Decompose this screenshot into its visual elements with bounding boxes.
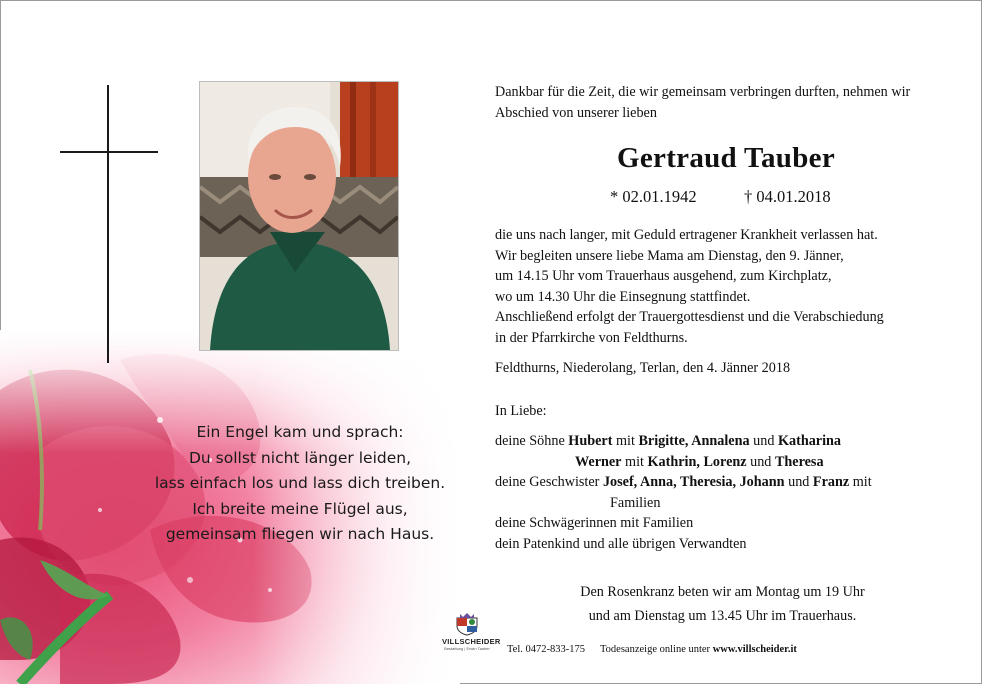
place-and-date: Feldthurns, Niederolang, Terlan, den 4. Jänner 2018 xyxy=(495,360,791,376)
intro-text xyxy=(495,82,965,123)
cross-vertical-bar xyxy=(107,85,109,363)
family-line-godchild: dein Patenkind und alle übrigen Verwandten xyxy=(495,535,747,552)
detail-line: wo um 14.30 Uhr die Einsegnung stattfindet. xyxy=(495,288,751,305)
cross-horizontal-bar xyxy=(60,151,158,153)
poem-line: Ich breite meine Flügel aus, xyxy=(192,499,408,518)
family-line-siblings: deine Geschwister Josef, Anna, Theresia, Johann und Franz mit xyxy=(495,474,872,491)
family-line-familien: Familien xyxy=(610,494,661,511)
poem-line: Du sollst nicht länger leiden, xyxy=(189,448,411,467)
family-line-werner: Werner mit Kathrin, Lorenz und Theresa xyxy=(575,453,824,470)
rosary-line: Den Rosenkranz beten wir am Montag um 19 Uhr xyxy=(580,584,865,600)
rosary-line: und am Dienstag um 13.45 Uhr im Trauerhaus. xyxy=(588,608,857,624)
deceased-name: Gertraud Tauber xyxy=(617,142,835,174)
poem-line: Ein Engel kam und sprach: xyxy=(196,423,404,441)
family-line-sisters-in-law: deine Schwägerinnen mit Familien xyxy=(495,515,694,532)
detail-line: Wir begleiten unsere liebe Mama am Dienstag, den 9. Jänner, xyxy=(495,247,844,264)
birth-date: * 02.01.1942 xyxy=(610,187,697,206)
latin-cross-icon xyxy=(60,85,158,363)
logo-name: VILLSCHEIDER xyxy=(442,637,501,646)
funeral-details xyxy=(495,225,965,349)
family-list xyxy=(495,431,965,555)
death-date: † 04.01.2018 xyxy=(744,187,831,206)
website-link[interactable]: www.villscheider.it xyxy=(712,644,797,655)
poem-line: lass einfach los und lass dich treiben. xyxy=(154,474,446,492)
rosary-info xyxy=(495,580,950,628)
in-liebe-heading: In Liebe: xyxy=(495,403,547,419)
footer-online: Todesanzeige online unter www.villscheider.it xyxy=(600,644,797,655)
poem-line: gemeinsam fliegen wir nach Haus. xyxy=(165,525,435,543)
detail-line: die uns nach langer, mit Geduld ertragener Krankheit verlassen hat. xyxy=(495,227,878,243)
intro-line: Abschied von unserer lieben xyxy=(495,104,657,121)
detail-line: in der Pfarrkirche von Feldthurns. xyxy=(495,329,688,346)
villscheider-logo xyxy=(442,612,501,660)
intro-line: Dankbar für die Zeit, die wir gemeinsam verbringen durften, nehmen wir xyxy=(495,84,911,100)
portrait-photo xyxy=(199,81,399,351)
villscheider-emblem-icon xyxy=(454,612,480,636)
logo-subtitle: Bestattung | Erwin Tauber xyxy=(444,646,490,651)
detail-line: Anschließend erfolgt der Trauergottesdienst und die Verabschiedung xyxy=(495,309,884,326)
family-line-sons: deine Söhne Hubert mit Brigitte, Annalena und Katharina xyxy=(495,433,842,449)
detail-line: um 14.15 Uhr vom Trauerhaus ausgehend, zum Kirchplatz, xyxy=(495,268,832,285)
poem xyxy=(150,420,450,548)
footer-phone: Tel. 0472-833-175 xyxy=(507,644,586,655)
